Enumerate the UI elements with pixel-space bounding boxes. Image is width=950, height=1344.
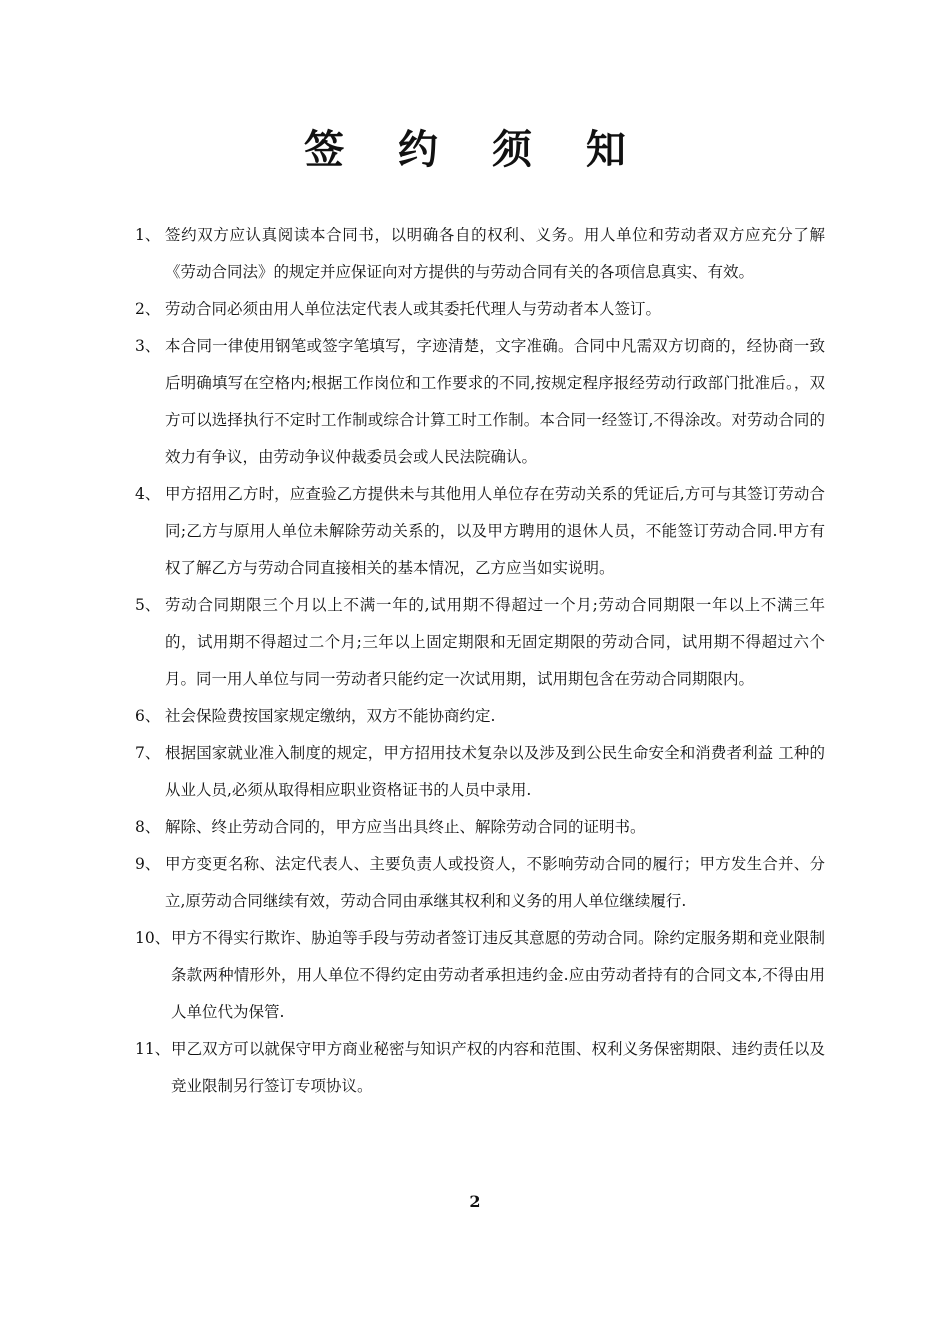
note-item xyxy=(135,217,825,291)
note-item xyxy=(135,291,825,328)
note-item xyxy=(135,920,825,1031)
note-number: 9、 xyxy=(135,855,161,873)
note-item xyxy=(135,587,825,698)
note-number: 10、 xyxy=(135,929,171,947)
page-number: 2 xyxy=(469,1192,481,1211)
note-item xyxy=(135,735,825,809)
note-item xyxy=(135,809,825,846)
note-item xyxy=(135,1031,825,1105)
page-title: 签 约 须 知 xyxy=(304,127,646,173)
note-number: 11、 xyxy=(135,1040,171,1058)
note-text: 解除、终止劳动合同的，甲方应当出具终止、解除劳动合同的证明书。 xyxy=(165,818,646,836)
note-number: 6、 xyxy=(135,707,161,725)
note-number: 8、 xyxy=(135,818,161,836)
note-text: 甲方不得实行欺诈、胁迫等手段与劳动者签订违反其意愿的劳动合同。除约定服务期和竞业限制条款两种情形外，用人单位不得约定由劳动者承担违约金.应由劳动者持有的合同文本,不得由用人单位代为保管. xyxy=(171,929,825,1021)
note-item xyxy=(135,476,825,587)
note-text: 根据国家就业准入制度的规定，甲方招用技术复杂以及涉及到公民生命安全和消费者利益 工种的从业人员,必须从取得相应职业资格证书的人员中录用. xyxy=(165,744,825,799)
note-text: 甲方招用乙方时，应查验乙方提供未与其他用人单位存在劳动关系的凭证后,方可与其签订劳动合同;乙方与原用人单位未解除劳动关系的，以及甲方聘用的退休人员，不能签订劳动合同.甲方有权了解乙方与劳动合同直接相关的基本情况，乙方应当如实说明。 xyxy=(165,485,825,577)
note-number: 7、 xyxy=(135,744,161,762)
note-item xyxy=(135,846,825,920)
note-text: 劳动合同期限三个月以上不满一年的,试用期不得超过一个月;劳动合同期限一年以上不满三年的，试用期不得超过二个月;三年以上固定期限和无固定期限的劳动合同，试用期不得超过六个月。同一用人单位与同一劳动者只能约定一次试用期，试用期包含在劳动合同期限内。 xyxy=(165,596,825,688)
note-item xyxy=(135,328,825,476)
note-number: 4、 xyxy=(135,485,161,503)
note-number: 1、 xyxy=(135,226,161,244)
note-number: 3、 xyxy=(135,337,161,355)
note-number: 2、 xyxy=(135,300,161,318)
note-text: 甲乙双方可以就保守甲方商业秘密与知识产权的内容和范围、权利义务保密期限、违约责任以及竞业限制另行签订专项协议。 xyxy=(171,1040,825,1095)
note-item xyxy=(135,698,825,735)
note-text: 甲方变更名称、法定代表人、主要负责人或投资人，不影响劳动合同的履行；甲方发生合并、分立,原劳动合同继续有效，劳动合同由承继其权利和义务的用人单位继续履行. xyxy=(165,855,825,910)
notes-list xyxy=(135,217,825,1105)
note-text: 本合同一律使用钢笔或签字笔填写，字迹清楚，文字准确。合同中凡需双方切商的，经协商一致后明确填写在空格内;根据工作岗位和工作要求的不同,按规定程序报经劳动行政部门批准后。，双方可以选择执行不定时工作制或综合计算工时工作制。本合同一经签订,不得涂改。对劳动合同的效力有争议，由劳动争议仲裁委员会或人民法院确认。 xyxy=(165,337,825,466)
note-text: 签约双方应认真阅读本合同书，以明确各自的权利、义务。用人单位和劳动者双方应充分了解《劳动合同法》的规定并应保证向对方提供的与劳动合同有关的各项信息真实、有效。 xyxy=(165,226,825,281)
note-text: 劳动合同必须由用人单位法定代表人或其委托代理人与劳动者本人签订。 xyxy=(165,300,662,318)
note-number: 5、 xyxy=(135,596,161,614)
note-text: 社会保险费按国家规定缴纳，双方不能协商约定. xyxy=(165,707,496,725)
